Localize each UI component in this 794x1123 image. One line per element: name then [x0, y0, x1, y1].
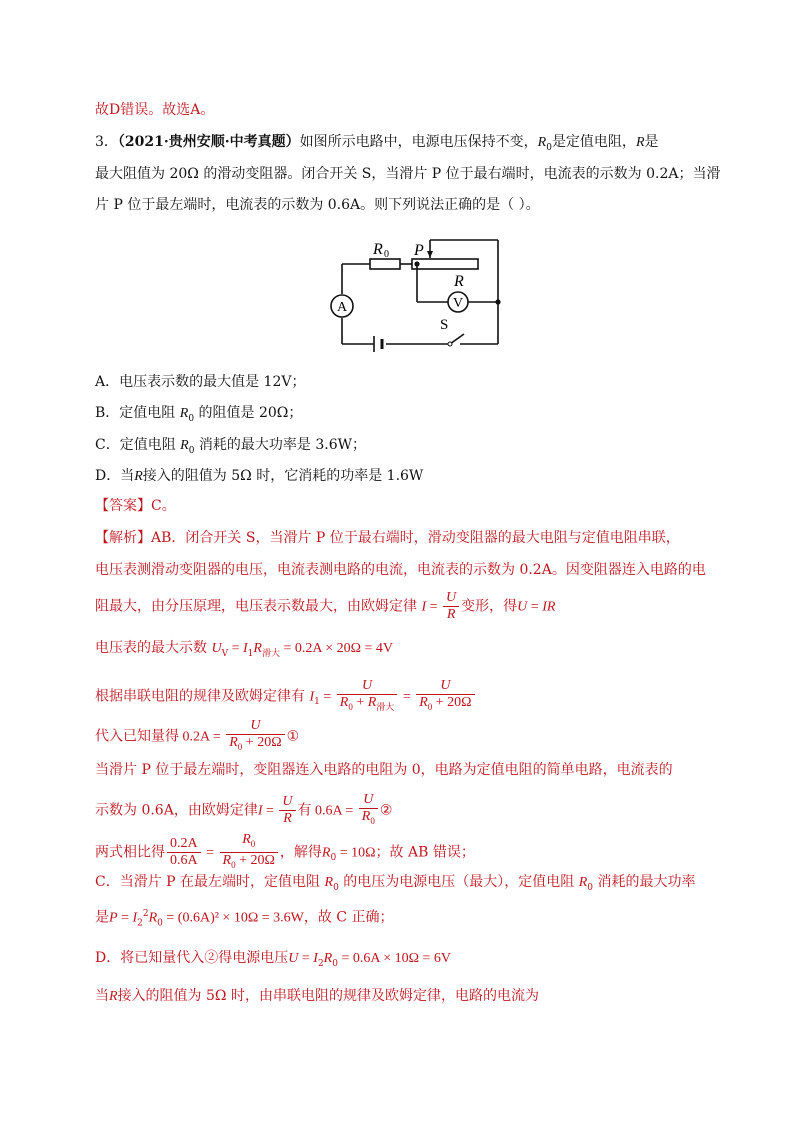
option-d: D．当R接入的阻值为 5Ω 时，它消耗的功率是 1.6W [95, 468, 424, 484]
analysis-line: 当R接入的阻值为 5Ω 时，由串联电阻的规律及欧姆定律，电路的电流为 [95, 988, 539, 1004]
option-c: C．定值电阻 $R_0$ 消耗的最大功率是 3.6W； [95, 437, 367, 456]
analysis-line: 是$P = I_2^2R_0 = (0.6A)^2 \times 10\Omega = 3.6W$，故 C 正确； [95, 909, 394, 929]
label-V: V [453, 296, 464, 311]
analysis-line: 电压表的最大示数 $U_V = I_1R_{滑大} = 0.2A \times 20\Omega = 4V$ [95, 640, 394, 659]
question-line: 片 P 位于最左端时，电流表的示数为 0.6A。则下列说法正确的是（ ）。 [95, 197, 540, 213]
analysis-line: 代入已知量得 0.2A = $\frac{U}{R_0 + 20\Omega}$ ① [95, 718, 300, 752]
analysis-line: D．将已知量代入②得电源电压$U = I_2R_0 = 0.6A \times 10\Omega = 6V$ [95, 950, 452, 969]
question-line: 最大阻值为 20Ω 的滑动变阻器。闭合开关 S，当滑片 P 位于最右端时，电流表的示数为 0.2A；当滑 [95, 166, 721, 182]
circuit-diagram [330, 236, 510, 354]
answer-line: 【答案】C。 [95, 498, 176, 514]
analysis-line: 示数为 0.6A，由欧姆定律I = $\frac{U}{R}$ 有 0.6A = $\frac{U}{R_0}$ ② [95, 792, 393, 826]
analysis-line: 两式相比得 $\frac{0.2A}{0.6A}$ = $\frac{R_0}{R_0 + 20\Omega}$ ，解得$R_0 = 10\Omega$；故 AB 错误； [95, 832, 475, 870]
analysis-line: 阻最大，由分压原理，电压表示数最大，由欧姆定律 I = $\frac{U}{R}$ 变形，得U = IR [95, 590, 556, 622]
text-line: 故D错误。故选A。 [95, 102, 215, 118]
option-b: B．定值电阻 $R_0$ 的阻值是 20Ω； [95, 405, 303, 424]
analysis-line: 电压表测滑动变阻器的电压，电流表测电路的电流，电流表的示数为 0.2A。因变阻器连入电路的电 [95, 562, 706, 578]
analysis-line: 当滑片 P 位于最左端时，变阻器连入电路的电阻为 0，电路为定值电阻的简单电路，电流表的 [95, 762, 673, 778]
analysis-line: 根据串联电阻的规律及欧姆定律有 $I_1$ = $\frac{U}{R_0 + R_{滑大}}$ = $\frac{U}{R_0 + 20\Omega}$ [95, 678, 477, 715]
analysis-line: C．当滑片 P 在最左端时，定值电阻 $R_0$ 的电压为电源电压（最大），定值电阻 $R_0$ 消耗的最大功率 [95, 874, 696, 893]
label-P: P [414, 242, 424, 259]
label-R0: R [373, 241, 383, 258]
analysis-line: 【解析】AB．闭合开关 S，当滑片 P 位于最右端时，滑动变阻器的最大电阻与定值电阻串联， [95, 530, 680, 546]
question-line: 3．（2021·贵州安顺·中考真题）如图所示电路中，电源电压保持不变，$R_0$是定值电阻，R是 [95, 134, 659, 153]
label-S: S [440, 317, 449, 333]
label-A: A [337, 300, 348, 315]
label-R0-sub: 0 [384, 249, 389, 260]
label-R: R [454, 273, 464, 290]
option-a: A．电压表示数的最大值是 12V； [95, 374, 306, 390]
